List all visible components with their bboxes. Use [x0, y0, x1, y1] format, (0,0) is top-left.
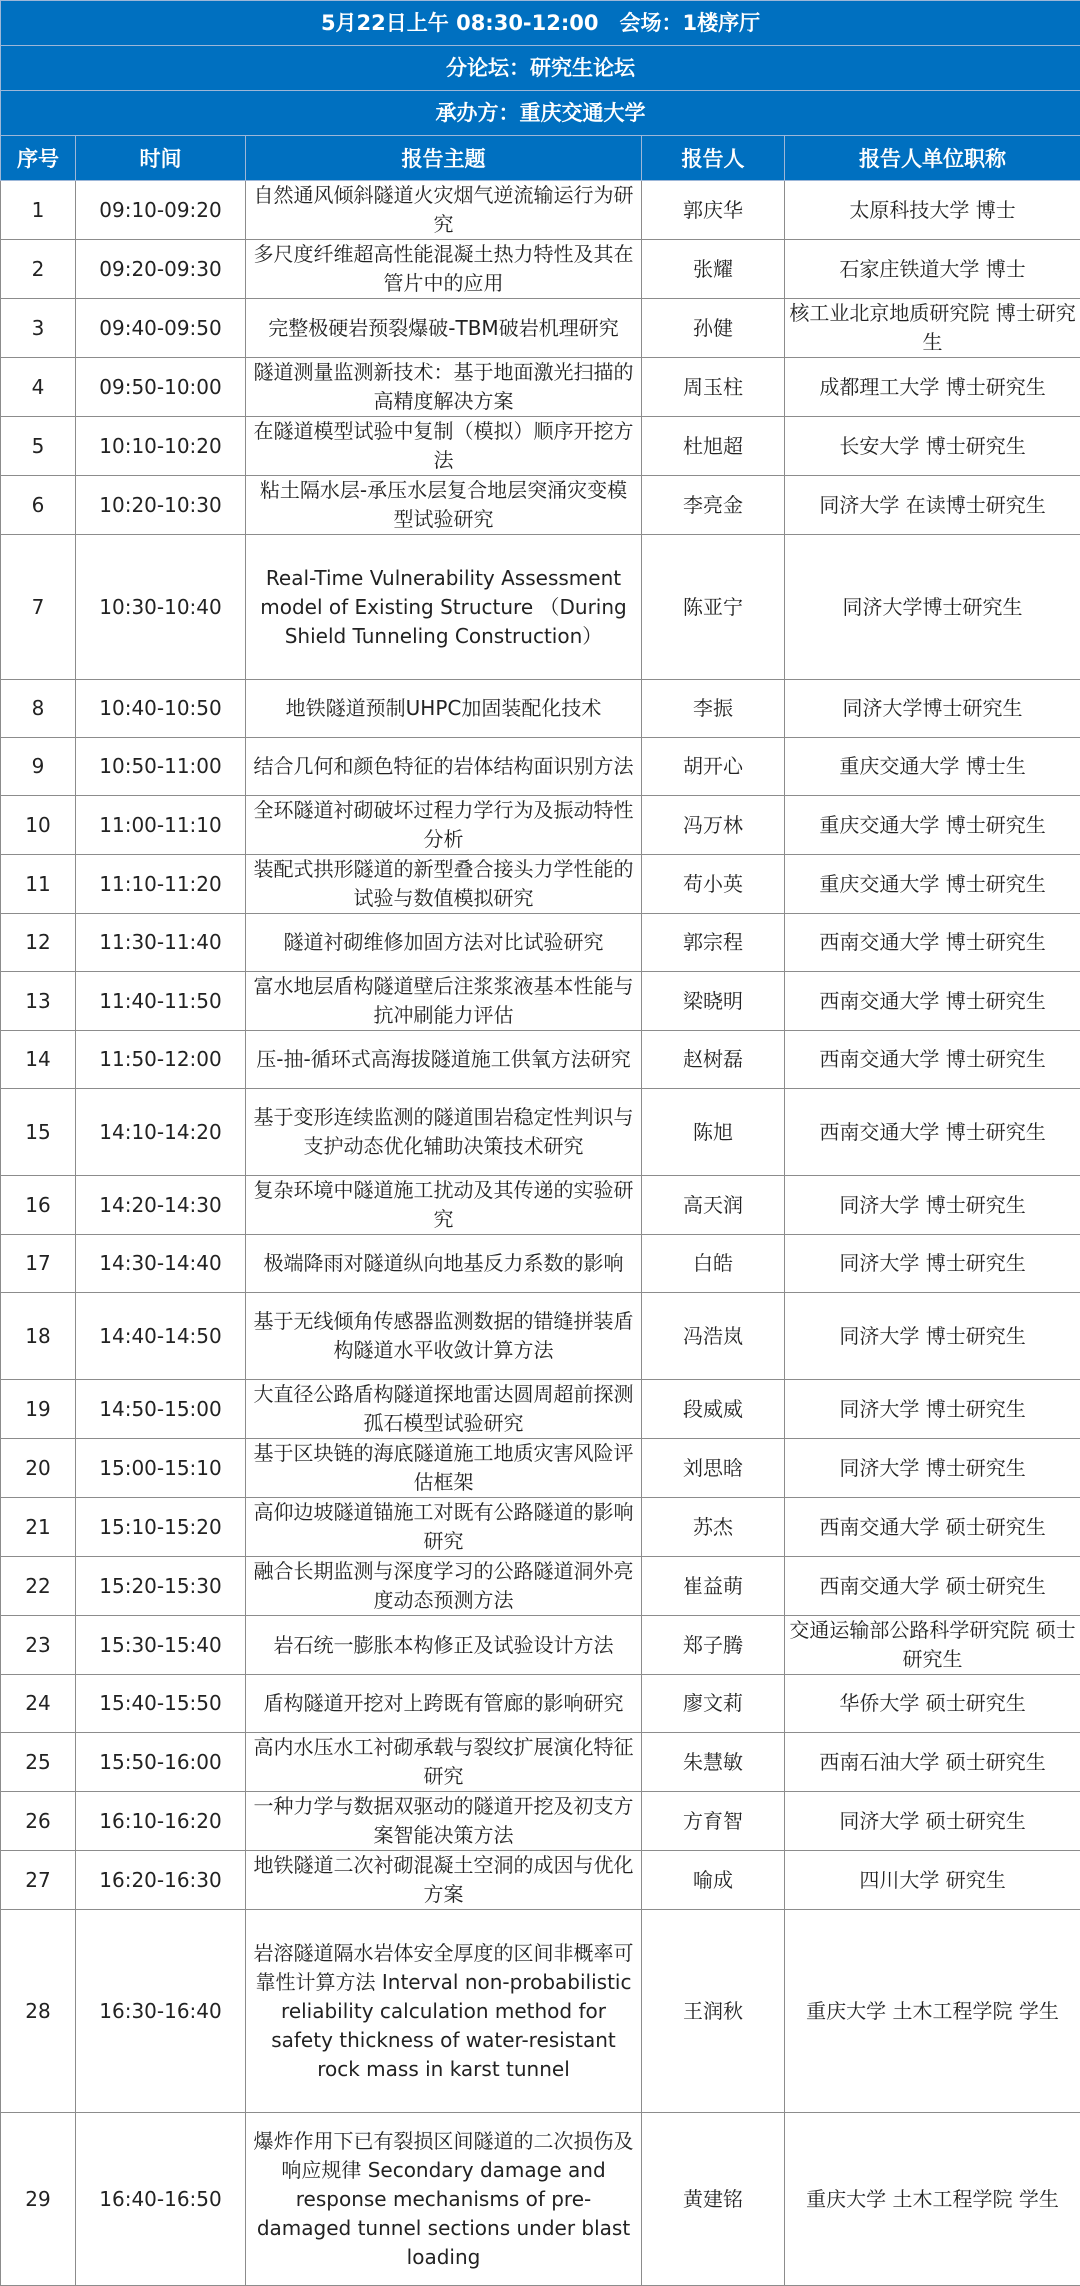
row-speaker: 段威威 [642, 1380, 785, 1439]
row-index: 15 [1, 1089, 76, 1176]
row-affiliation: 同济大学博士研究生 [785, 680, 1080, 738]
row-speaker: 刘思晗 [642, 1439, 785, 1498]
table-row [1, 476, 1080, 535]
row-affiliation: 西南交通大学 博士研究生 [785, 972, 1080, 1031]
row-time: 10:10-10:20 [76, 417, 246, 476]
row-speaker: 郑子腾 [642, 1616, 785, 1675]
row-affiliation: 同济大学 在读博士研究生 [785, 476, 1080, 535]
row-index: 25 [1, 1733, 76, 1792]
column-header-topic: 报告主题 [246, 136, 642, 181]
row-index: 4 [1, 358, 76, 417]
row-index: 28 [1, 1910, 76, 2113]
row-affiliation: 重庆交通大学 博士研究生 [785, 796, 1080, 855]
row-affiliation: 同济大学 博士研究生 [785, 1235, 1080, 1293]
row-topic: 复杂环境中隧道施工扰动及其传递的实验研究 [246, 1176, 642, 1235]
row-index: 19 [1, 1380, 76, 1439]
row-topic: 粘土隔水层-承压水层复合地层突涌灾变模型试验研究 [246, 476, 642, 535]
row-speaker: 白皓 [642, 1235, 785, 1293]
table-row [1, 796, 1080, 855]
row-time: 14:10-14:20 [76, 1089, 246, 1176]
row-topic: 完整极硬岩预裂爆破-TBM破岩机理研究 [246, 299, 642, 358]
row-topic: 在隧道模型试验中复制（模拟）顺序开挖方法 [246, 417, 642, 476]
table-row [1, 1380, 1080, 1439]
row-topic: 爆炸作用下已有裂损区间隧道的二次损伤及响应规律 Secondary damage and response mechanisms of pre-damaged tunnel sections under blast loading [246, 2113, 642, 2286]
row-time: 15:10-15:20 [76, 1498, 246, 1557]
row-speaker: 胡开心 [642, 738, 785, 796]
table-row [1, 1293, 1080, 1380]
row-affiliation: 核工业北京地质研究院 博士研究生 [785, 299, 1080, 358]
row-speaker: 张耀 [642, 240, 785, 299]
table-row [1, 240, 1080, 299]
row-affiliation: 同济大学 博士研究生 [785, 1293, 1080, 1380]
row-speaker: 陈旭 [642, 1089, 785, 1176]
row-topic: 岩溶隧道隔水岩体安全厚度的区间非概率可靠性计算方法 Interval non-probabilistic reliability calculation method for safety thickness of water-resistant rock mass in karst tunnel [246, 1910, 642, 2113]
row-index: 5 [1, 417, 76, 476]
row-topic: 隧道测量监测新技术：基于地面激光扫描的高精度解决方案 [246, 358, 642, 417]
row-time: 14:20-14:30 [76, 1176, 246, 1235]
table-row [1, 1439, 1080, 1498]
table-row [1, 855, 1080, 914]
session-banner: 5月22日上午 08:30-12:00 会场：1楼序厅 [1, 1, 1080, 46]
row-speaker: 孙健 [642, 299, 785, 358]
row-affiliation: 西南交通大学 硕士研究生 [785, 1498, 1080, 1557]
row-index: 18 [1, 1293, 76, 1380]
row-speaker: 周玉柱 [642, 358, 785, 417]
row-topic: 基于无线倾角传感器监测数据的错缝拼装盾构隧道水平收敛计算方法 [246, 1293, 642, 1380]
row-index: 20 [1, 1439, 76, 1498]
row-index: 21 [1, 1498, 76, 1557]
row-affiliation: 成都理工大学 博士研究生 [785, 358, 1080, 417]
row-topic: 压-抽-循环式高海拔隧道施工供氧方法研究 [246, 1031, 642, 1089]
row-index: 1 [1, 181, 76, 240]
row-topic: 极端降雨对隧道纵向地基反力系数的影响 [246, 1235, 642, 1293]
row-time: 11:40-11:50 [76, 972, 246, 1031]
row-time: 10:40-10:50 [76, 680, 246, 738]
row-affiliation: 太原科技大学 博士 [785, 181, 1080, 240]
table-row [1, 299, 1080, 358]
row-topic: 多尺度纤维超高性能混凝土热力特性及其在管片中的应用 [246, 240, 642, 299]
table-row [1, 680, 1080, 738]
row-speaker: 赵树磊 [642, 1031, 785, 1089]
row-index: 14 [1, 1031, 76, 1089]
row-index: 23 [1, 1616, 76, 1675]
row-affiliation: 石家庄铁道大学 博士 [785, 240, 1080, 299]
row-speaker: 黄建铭 [642, 2113, 785, 2286]
row-speaker: 冯浩岚 [642, 1293, 785, 1380]
row-affiliation: 西南交通大学 博士研究生 [785, 1031, 1080, 1089]
row-time: 11:00-11:10 [76, 796, 246, 855]
table-row [1, 1235, 1080, 1293]
row-speaker: 崔益萌 [642, 1557, 785, 1616]
table-row [1, 2113, 1080, 2286]
row-topic: 融合长期监测与深度学习的公路隧道洞外亮度动态预测方法 [246, 1557, 642, 1616]
column-header-time: 时间 [76, 136, 246, 181]
row-speaker: 王润秋 [642, 1910, 785, 2113]
row-topic: 富水地层盾构隧道壁后注浆浆液基本性能与抗冲刷能力评估 [246, 972, 642, 1031]
row-index: 26 [1, 1792, 76, 1851]
row-topic: 基于变形连续监测的隧道围岩稳定性判识与支护动态优化辅助决策技术研究 [246, 1089, 642, 1176]
table-row [1, 1733, 1080, 1792]
row-speaker: 梁晓明 [642, 972, 785, 1031]
row-time: 16:10-16:20 [76, 1792, 246, 1851]
row-time: 15:30-15:40 [76, 1616, 246, 1675]
row-topic: 岩石统一膨胀本构修正及试验设计方法 [246, 1616, 642, 1675]
row-index: 13 [1, 972, 76, 1031]
row-speaker: 李亮金 [642, 476, 785, 535]
row-speaker: 陈亚宁 [642, 535, 785, 680]
row-time: 09:10-09:20 [76, 181, 246, 240]
row-index: 8 [1, 680, 76, 738]
row-topic: 地铁隧道预制UHPC加固装配化技术 [246, 680, 642, 738]
row-time: 16:20-16:30 [76, 1851, 246, 1910]
row-time: 14:30-14:40 [76, 1235, 246, 1293]
row-topic: 大直径公路盾构隧道探地雷达圆周超前探测孤石模型试验研究 [246, 1380, 642, 1439]
forum-banner: 分论坛：研究生论坛 [1, 46, 1080, 91]
row-affiliation: 长安大学 博士研究生 [785, 417, 1080, 476]
row-speaker: 朱慧敏 [642, 1733, 785, 1792]
table-row [1, 1616, 1080, 1675]
row-topic: 全环隧道衬砌破坏过程力学行为及振动特性分析 [246, 796, 642, 855]
row-affiliation: 重庆大学 土木工程学院 学生 [785, 2113, 1080, 2286]
row-affiliation: 西南交通大学 硕士研究生 [785, 1557, 1080, 1616]
row-time: 15:20-15:30 [76, 1557, 246, 1616]
row-topic: 基于区块链的海底隧道施工地质灾害风险评估框架 [246, 1439, 642, 1498]
row-time: 15:40-15:50 [76, 1675, 246, 1733]
row-time: 10:20-10:30 [76, 476, 246, 535]
row-affiliation: 重庆交通大学 博士研究生 [785, 855, 1080, 914]
row-time: 09:50-10:00 [76, 358, 246, 417]
table-row [1, 417, 1080, 476]
row-topic: Real-Time Vulnerability Assessment model of Existing Structure （During Shield Tunneling Construction） [246, 535, 642, 680]
row-index: 27 [1, 1851, 76, 1910]
row-affiliation: 同济大学 博士研究生 [785, 1380, 1080, 1439]
row-time: 14:40-14:50 [76, 1293, 246, 1380]
column-header-speaker: 报告人 [642, 136, 785, 181]
row-time: 11:50-12:00 [76, 1031, 246, 1089]
row-time: 15:00-15:10 [76, 1439, 246, 1498]
row-topic: 地铁隧道二次衬砌混凝土空洞的成因与优化方案 [246, 1851, 642, 1910]
row-index: 10 [1, 796, 76, 855]
row-time: 09:20-09:30 [76, 240, 246, 299]
row-index: 17 [1, 1235, 76, 1293]
row-affiliation: 同济大学 博士研究生 [785, 1439, 1080, 1498]
row-affiliation: 华侨大学 硕士研究生 [785, 1675, 1080, 1733]
table-row [1, 1675, 1080, 1733]
row-topic: 盾构隧道开挖对上跨既有管廊的影响研究 [246, 1675, 642, 1733]
row-affiliation: 重庆交通大学 博士生 [785, 738, 1080, 796]
row-index: 11 [1, 855, 76, 914]
row-time: 10:50-11:00 [76, 738, 246, 796]
row-topic: 高仰边坡隧道锚施工对既有公路隧道的影响研究 [246, 1498, 642, 1557]
row-index: 22 [1, 1557, 76, 1616]
table-row [1, 738, 1080, 796]
table-row [1, 535, 1080, 680]
row-topic: 一种力学与数据双驱动的隧道开挖及初支方案智能决策方法 [246, 1792, 642, 1851]
row-time: 16:40-16:50 [76, 2113, 246, 2286]
row-affiliation: 四川大学 研究生 [785, 1851, 1080, 1910]
table-row [1, 1851, 1080, 1910]
row-affiliation: 同济大学 硕士研究生 [785, 1792, 1080, 1851]
row-speaker: 郭庆华 [642, 181, 785, 240]
row-affiliation: 西南交通大学 博士研究生 [785, 914, 1080, 972]
row-speaker: 廖文莉 [642, 1675, 785, 1733]
row-time: 14:50-15:00 [76, 1380, 246, 1439]
row-topic: 高内水压水工衬砌承载与裂纹扩展演化特征研究 [246, 1733, 642, 1792]
row-index: 16 [1, 1176, 76, 1235]
row-index: 3 [1, 299, 76, 358]
row-index: 2 [1, 240, 76, 299]
table-row [1, 1557, 1080, 1616]
row-speaker: 方育智 [642, 1792, 785, 1851]
column-header-affiliation: 报告人单位职称 [785, 136, 1080, 181]
row-index: 7 [1, 535, 76, 680]
row-speaker: 冯万林 [642, 796, 785, 855]
row-time: 10:30-10:40 [76, 535, 246, 680]
row-speaker: 郭宗程 [642, 914, 785, 972]
row-speaker: 杜旭超 [642, 417, 785, 476]
table-row [1, 1498, 1080, 1557]
row-time: 16:30-16:40 [76, 1910, 246, 2113]
table-row [1, 181, 1080, 240]
row-topic: 结合几何和颜色特征的岩体结构面识别方法 [246, 738, 642, 796]
table-row [1, 1176, 1080, 1235]
row-affiliation: 重庆大学 土木工程学院 学生 [785, 1910, 1080, 2113]
row-index: 29 [1, 2113, 76, 2286]
row-speaker: 李振 [642, 680, 785, 738]
row-index: 24 [1, 1675, 76, 1733]
table-row [1, 1031, 1080, 1089]
table-row [1, 972, 1080, 1031]
row-topic: 自然通风倾斜隧道火灾烟气逆流输运行为研究 [246, 181, 642, 240]
row-affiliation: 同济大学博士研究生 [785, 535, 1080, 680]
row-affiliation: 西南石油大学 硕士研究生 [785, 1733, 1080, 1792]
row-time: 11:30-11:40 [76, 914, 246, 972]
row-index: 9 [1, 738, 76, 796]
row-speaker: 苏杰 [642, 1498, 785, 1557]
table-row [1, 1910, 1080, 2113]
row-time: 09:40-09:50 [76, 299, 246, 358]
organizer-banner: 承办方：重庆交通大学 [1, 91, 1080, 136]
row-time: 15:50-16:00 [76, 1733, 246, 1792]
row-speaker: 高天润 [642, 1176, 785, 1235]
row-affiliation: 交通运输部公路科学研究院 硕士研究生 [785, 1616, 1080, 1675]
table-row [1, 914, 1080, 972]
row-affiliation: 西南交通大学 博士研究生 [785, 1089, 1080, 1176]
row-index: 12 [1, 914, 76, 972]
row-topic: 隧道衬砌维修加固方法对比试验研究 [246, 914, 642, 972]
row-index: 6 [1, 476, 76, 535]
column-header-index: 序号 [1, 136, 76, 181]
table-row [1, 1089, 1080, 1176]
table-row [1, 1792, 1080, 1851]
row-time: 11:10-11:20 [76, 855, 246, 914]
row-topic: 装配式拱形隧道的新型叠合接头力学性能的试验与数值模拟研究 [246, 855, 642, 914]
table-row [1, 358, 1080, 417]
row-speaker: 喻成 [642, 1851, 785, 1910]
row-speaker: 苟小英 [642, 855, 785, 914]
row-affiliation: 同济大学 博士研究生 [785, 1176, 1080, 1235]
